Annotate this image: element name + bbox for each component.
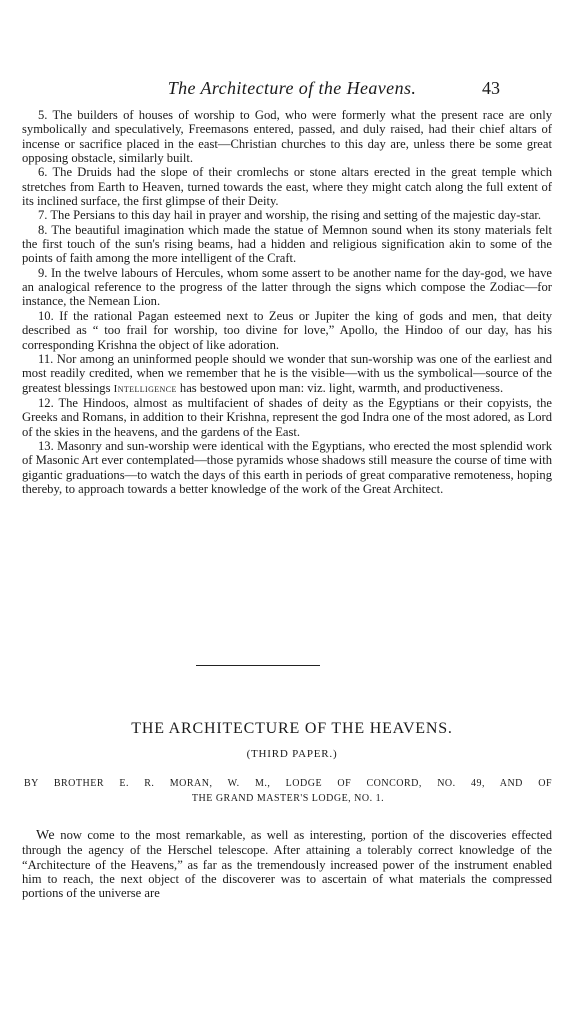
paragraph-6: 6. The Druids had the slope of their cromlechs or stone altars erected in the great temple which stretches from Earth to Heaven, turned towards the east, where they might catch along the full extent of its inclined surface, the first glimpse of their Deity. — [22, 165, 552, 209]
running-header — [0, 78, 584, 102]
paragraph-8: 8. The beautiful imagination which made the statue of Memnon sound when its stony materials felt the first touch of the sun's rising beams, had a hidden and religious signification akin to some of the points of faith among the more intelligent of the Craft. — [22, 222, 552, 266]
opening-text: now come to the most remarkable, as well as interesting, portion of the discoveries effected through the agency of the Herschel telescope. After attaining a tolerably correct knowledge of the “Architecture of the Heavens,” as far as the tremendously increased power of the instrument enabled him to reach, the next object of the discoverer was to ascertain of what materials the compressed portions of the universe are — [22, 828, 552, 901]
byline — [24, 776, 552, 806]
section-divider — [196, 665, 320, 666]
opening-words: We — [36, 828, 55, 843]
paragraph-7: 7. The Persians to this day hail in prayer and worship, the rising and setting of the majestic day-star. — [38, 208, 542, 223]
paragraph-10: 10. If the rational Pagan esteemed next to Zeus or Jupiter the king of gods and men, that deity described as “ too frail for worship, too divine for love,” Apollo, the Hindoo of our day, has his corresponding Krishna the object of like adoration. — [22, 308, 552, 352]
byline-line-1: BY BROTHER E. R. MORAN, W. M., LODGE OF CONCORD, NO. 49, AND OF — [24, 778, 552, 789]
running-title: The Architecture of the Heavens. — [167, 78, 417, 98]
numbered-paragraphs — [22, 108, 552, 496]
paragraph-11-after: has bestowed upon man: viz. light, warmth, and productiveness. — [176, 380, 504, 395]
paragraph-13: 13. Masonry and sun-worship were identical with the Egyptians, who erected the most splendid work of Masonic Art ever contemplated—those pyramids whose shadows still measure the course of time with gigantic graduations—to watch the days of this earth in periods of great comparative remoteness, hoping thereby, to approach towards a better knowledge of the work of the Great Architect. — [22, 438, 552, 496]
paragraph-11-small-caps: Intelligence — [113, 382, 177, 395]
article-subtitle: (THIRD PAPER.) — [246, 748, 338, 760]
paragraph-11 — [22, 352, 552, 396]
article-opening-paragraph — [22, 828, 552, 901]
article-title: THE ARCHITECTURE OF THE HEAVENS. — [131, 720, 453, 737]
article-body — [22, 828, 552, 901]
paragraph-12: 12. The Hindoos, almost as multifacient of shades of deity as the Egyptians or their copyists, the Greeks and Romans, in addition to their Krishna, represent the god Indra one of the most adored, as Lord of the skies in the heavens, and the gardens of the East. — [22, 395, 552, 439]
byline-line-2: THE GRAND MASTER'S LODGE, NO. 1. — [191, 793, 385, 804]
paragraph-5: 5. The builders of houses of worship to God, who were formerly what the present race are only symbolically and speculatively, Freemasons entered, passed, and duly raised, had their chief altars of incense or sacrifice placed in the east—Christian churches to this day are, unless there be some great opposing obstacle, similarly built. — [22, 108, 552, 166]
page-number: 43 — [482, 78, 500, 98]
paragraph-11-before: 11. Nor among an uninformed people should we wonder that sun-worship was one of the earliest and most readily credited, when we remember that he is the visible—with us the symbolical—source of the greatest blessings — [22, 351, 552, 395]
paragraph-9: 9. In the twelve labours of Hercules, whom some assert to be another name for the day-god, we have an analogical reference to the progress of the latter through the signs which compose the Zodiac—for instance, the Nemean Lion. — [22, 265, 552, 309]
